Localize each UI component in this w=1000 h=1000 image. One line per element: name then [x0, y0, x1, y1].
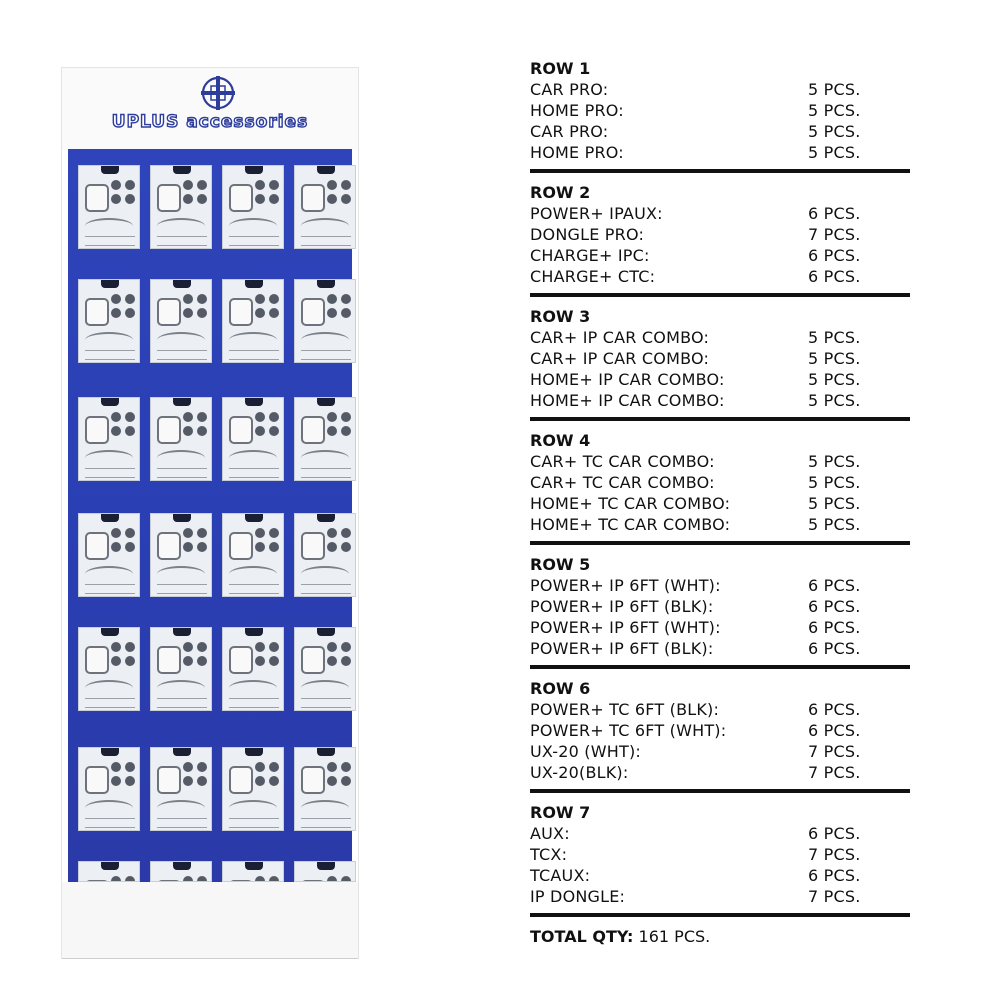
package-text-lines [229, 584, 279, 594]
package-dots [255, 762, 281, 788]
cable-shape [85, 680, 133, 696]
section-divider [530, 789, 910, 793]
item-name: CAR PRO: [530, 80, 609, 99]
total-quantity [530, 926, 910, 947]
product-package [78, 165, 140, 249]
product-shape [157, 416, 181, 444]
package-dots [327, 294, 353, 320]
row-title: ROW 4 [530, 431, 591, 450]
row-section [530, 182, 910, 297]
list-item [530, 741, 910, 762]
item-quantity: 5 PCS. [808, 494, 861, 513]
package-text-lines [229, 468, 279, 478]
hang-tab [173, 165, 191, 174]
list-item [530, 327, 910, 348]
total-value: 161 PCS. [638, 927, 711, 946]
hang-tab [101, 747, 119, 756]
package-dots [183, 642, 209, 668]
item-name: CAR+ IP CAR COMBO: [530, 328, 710, 347]
item-name: HOME PRO: [530, 143, 624, 162]
cable-shape [157, 218, 205, 234]
package-text-lines [229, 236, 279, 246]
row-section [530, 678, 910, 793]
product-package [78, 627, 140, 711]
product-shape [157, 766, 181, 794]
package-text-lines [301, 818, 351, 828]
hang-tab [173, 397, 191, 406]
cable-shape [229, 450, 277, 466]
product-package [294, 397, 356, 481]
product-package [222, 279, 284, 363]
item-quantity: 7 PCS. [808, 887, 861, 906]
package-dots [327, 180, 353, 206]
item-name: CAR+ TC CAR COMBO: [530, 452, 715, 471]
item-quantity: 6 PCS. [808, 246, 861, 265]
item-name: AUX: [530, 824, 570, 843]
cable-shape [301, 450, 349, 466]
cable-shape [301, 800, 349, 816]
row-title: ROW 6 [530, 679, 591, 698]
product-package [294, 747, 356, 831]
row-title: ROW 1 [530, 59, 591, 78]
product-package [150, 165, 212, 249]
hang-tab [173, 627, 191, 636]
item-quantity: 6 PCS. [808, 576, 861, 595]
package-text-lines [301, 468, 351, 478]
item-name: POWER+ TC 6FT (BLK): [530, 700, 720, 719]
list-item [530, 224, 910, 245]
product-package [150, 279, 212, 363]
hang-tab [245, 279, 263, 288]
product-shape [85, 298, 109, 326]
item-name: POWER+ TC 6FT (WHT): [530, 721, 727, 740]
product-shape [301, 766, 325, 794]
package-text-lines [157, 818, 207, 828]
hang-tab [245, 397, 263, 406]
cable-shape [85, 218, 133, 234]
item-name: HOME+ TC CAR COMBO: [530, 515, 731, 534]
section-divider [530, 169, 910, 173]
cable-shape [157, 680, 205, 696]
product-package [78, 861, 140, 882]
row-section [530, 430, 910, 545]
item-quantity: 5 PCS. [808, 101, 861, 120]
list-item [530, 575, 910, 596]
package-dots [255, 412, 281, 438]
section-divider [530, 913, 910, 917]
hang-tab [245, 513, 263, 522]
product-shape [229, 298, 253, 326]
package-dots [255, 294, 281, 320]
item-quantity: 6 PCS. [808, 824, 861, 843]
list-item [530, 844, 910, 865]
section-divider [530, 665, 910, 669]
package-text-lines [85, 584, 135, 594]
cable-shape [301, 218, 349, 234]
list-item [530, 266, 910, 287]
hang-tab [101, 165, 119, 174]
item-quantity: 6 PCS. [808, 618, 861, 637]
cable-shape [157, 566, 205, 582]
package-dots [327, 528, 353, 554]
item-name: TCX: [530, 845, 568, 864]
package-dots [327, 412, 353, 438]
hang-tab [173, 861, 191, 870]
list-item [530, 121, 910, 142]
list-item [530, 617, 910, 638]
item-quantity: 6 PCS. [808, 866, 861, 885]
cable-shape [85, 450, 133, 466]
item-name: POWER+ IP 6FT (WHT): [530, 576, 721, 595]
product-shape [229, 766, 253, 794]
section-divider [530, 541, 910, 545]
product-shape [85, 766, 109, 794]
cable-shape [301, 332, 349, 348]
package-text-lines [157, 468, 207, 478]
uplus-logo-icon [199, 74, 237, 112]
package-dots [255, 528, 281, 554]
row-section [530, 58, 910, 173]
item-quantity: 7 PCS. [808, 845, 861, 864]
item-name: HOME+ TC CAR COMBO: [530, 494, 731, 513]
product-package [294, 165, 356, 249]
product-package [222, 861, 284, 882]
product-shape [301, 298, 325, 326]
hang-tab [245, 627, 263, 636]
display-stand-image [62, 68, 358, 958]
package-dots [111, 180, 137, 206]
list-item [530, 245, 910, 266]
package-text-lines [301, 350, 351, 360]
package-text-lines [157, 584, 207, 594]
hang-tab [317, 861, 335, 870]
product-shape [229, 416, 253, 444]
list-item [530, 699, 910, 720]
stand-base [62, 882, 358, 959]
product-shape [301, 184, 325, 212]
product-shape [85, 646, 109, 674]
package-text-lines [301, 698, 351, 708]
cable-shape [301, 680, 349, 696]
item-quantity: 7 PCS. [808, 763, 861, 782]
product-package [222, 513, 284, 597]
package-dots [183, 180, 209, 206]
product-package [78, 397, 140, 481]
product-package [294, 279, 356, 363]
inventory-list [530, 58, 910, 947]
package-dots [183, 294, 209, 320]
item-quantity: 5 PCS. [808, 515, 861, 534]
package-dots [327, 642, 353, 668]
item-name: IP DONGLE: [530, 887, 626, 906]
row-section [530, 554, 910, 669]
hang-tab [101, 279, 119, 288]
product-shape [157, 532, 181, 560]
list-item [530, 79, 910, 100]
list-item [530, 493, 910, 514]
cable-shape [157, 800, 205, 816]
pegboard-panel [68, 149, 352, 882]
stand-header [62, 68, 358, 150]
package-text-lines [85, 468, 135, 478]
section-divider [530, 417, 910, 421]
item-quantity: 6 PCS. [808, 597, 861, 616]
cable-shape [229, 218, 277, 234]
product-package [222, 165, 284, 249]
item-name: POWER+ IP 6FT (BLK): [530, 597, 714, 616]
product-shape [301, 416, 325, 444]
hang-tab [245, 165, 263, 174]
item-quantity: 5 PCS. [808, 391, 861, 410]
product-shape [85, 532, 109, 560]
row-section [530, 802, 910, 917]
hang-tab [173, 513, 191, 522]
item-name: POWER+ IPAUX: [530, 204, 663, 223]
row-title: ROW 5 [530, 555, 591, 574]
item-name: CAR+ TC CAR COMBO: [530, 473, 715, 492]
product-shape [157, 184, 181, 212]
package-text-lines [157, 236, 207, 246]
cable-shape [157, 450, 205, 466]
hang-tab [101, 627, 119, 636]
hang-tab [245, 861, 263, 870]
product-shape [301, 532, 325, 560]
package-text-lines [85, 698, 135, 708]
list-item [530, 638, 910, 659]
item-quantity: 6 PCS. [808, 700, 861, 719]
list-item [530, 142, 910, 163]
hang-tab [173, 747, 191, 756]
cable-shape [301, 566, 349, 582]
item-quantity: 7 PCS. [808, 742, 861, 761]
product-package [78, 513, 140, 597]
item-quantity: 6 PCS. [808, 204, 861, 223]
cable-shape [157, 332, 205, 348]
item-name: POWER+ IP 6FT (BLK): [530, 639, 714, 658]
product-package [222, 627, 284, 711]
item-quantity: 5 PCS. [808, 473, 861, 492]
item-name: CHARGE+ IPC: [530, 246, 650, 265]
product-package [294, 627, 356, 711]
brand-prefix: UPLUS [111, 112, 180, 132]
item-name: HOME+ IP CAR COMBO: [530, 370, 725, 389]
cable-shape [85, 566, 133, 582]
cable-shape [229, 800, 277, 816]
cable-shape [229, 680, 277, 696]
row-title: ROW 3 [530, 307, 591, 326]
item-name: TCAUX: [530, 866, 591, 885]
list-item [530, 514, 910, 535]
product-package [150, 861, 212, 882]
item-quantity: 5 PCS. [808, 143, 861, 162]
package-text-lines [229, 818, 279, 828]
package-dots [111, 762, 137, 788]
item-quantity: 5 PCS. [808, 328, 861, 347]
hang-tab [317, 513, 335, 522]
list-item [530, 100, 910, 121]
product-package [294, 513, 356, 597]
hang-tab [317, 165, 335, 174]
section-divider [530, 293, 910, 297]
item-quantity: 6 PCS. [808, 639, 861, 658]
cable-shape [229, 332, 277, 348]
package-dots [111, 642, 137, 668]
package-text-lines [301, 584, 351, 594]
package-text-lines [229, 350, 279, 360]
package-text-lines [85, 236, 135, 246]
brand-suffix: accessories [186, 112, 309, 132]
product-package [222, 747, 284, 831]
item-quantity: 5 PCS. [808, 80, 861, 99]
package-text-lines [157, 350, 207, 360]
list-item [530, 886, 910, 907]
row-title: ROW 7 [530, 803, 591, 822]
package-dots [111, 528, 137, 554]
total-label: TOTAL QTY: [530, 927, 634, 946]
list-item [530, 472, 910, 493]
package-text-lines [301, 236, 351, 246]
row-section [530, 306, 910, 421]
item-quantity: 5 PCS. [808, 370, 861, 389]
hang-tab [245, 747, 263, 756]
item-name: UX-20(BLK): [530, 763, 629, 782]
product-package [78, 279, 140, 363]
hang-tab [317, 279, 335, 288]
hang-tab [101, 513, 119, 522]
hang-tab [101, 397, 119, 406]
item-name: HOME+ IP CAR COMBO: [530, 391, 725, 410]
item-name: DONGLE PRO: [530, 225, 645, 244]
package-dots [111, 294, 137, 320]
item-quantity: 7 PCS. [808, 225, 861, 244]
list-item [530, 762, 910, 783]
product-shape [157, 298, 181, 326]
hang-tab [173, 279, 191, 288]
item-name: CAR PRO: [530, 122, 609, 141]
list-item [530, 451, 910, 472]
product-package [150, 513, 212, 597]
item-name: HOME PRO: [530, 101, 624, 120]
item-quantity: 6 PCS. [808, 721, 861, 740]
product-shape [85, 416, 109, 444]
list-item [530, 203, 910, 224]
row-title: ROW 2 [530, 183, 591, 202]
list-item [530, 865, 910, 886]
product-shape [85, 184, 109, 212]
package-dots [183, 762, 209, 788]
item-name: UX-20 (WHT): [530, 742, 641, 761]
item-name: CHARGE+ CTC: [530, 267, 656, 286]
product-package [150, 397, 212, 481]
brand-name [62, 112, 358, 132]
package-dots [183, 528, 209, 554]
item-quantity: 5 PCS. [808, 452, 861, 471]
item-name: CAR+ IP CAR COMBO: [530, 349, 710, 368]
hang-tab [317, 747, 335, 756]
list-item [530, 720, 910, 741]
hang-tab [317, 627, 335, 636]
package-dots [327, 762, 353, 788]
list-item [530, 823, 910, 844]
list-item [530, 390, 910, 411]
package-text-lines [229, 698, 279, 708]
package-text-lines [85, 818, 135, 828]
package-dots [111, 412, 137, 438]
product-package [222, 397, 284, 481]
product-package [150, 747, 212, 831]
product-package [294, 861, 356, 882]
cable-shape [85, 332, 133, 348]
package-text-lines [157, 698, 207, 708]
product-shape [157, 646, 181, 674]
package-dots [255, 642, 281, 668]
package-text-lines [85, 350, 135, 360]
package-dots [183, 412, 209, 438]
item-name: POWER+ IP 6FT (WHT): [530, 618, 721, 637]
package-dots [255, 180, 281, 206]
list-item [530, 369, 910, 390]
product-shape [301, 646, 325, 674]
product-shape [229, 184, 253, 212]
hang-tab [101, 861, 119, 870]
product-shape [229, 646, 253, 674]
list-item [530, 596, 910, 617]
item-quantity: 5 PCS. [808, 349, 861, 368]
list-item [530, 348, 910, 369]
item-quantity: 6 PCS. [808, 267, 861, 286]
product-shape [229, 532, 253, 560]
product-package [78, 747, 140, 831]
hang-tab [317, 397, 335, 406]
cable-shape [85, 800, 133, 816]
cable-shape [229, 566, 277, 582]
item-quantity: 5 PCS. [808, 122, 861, 141]
product-package [150, 627, 212, 711]
